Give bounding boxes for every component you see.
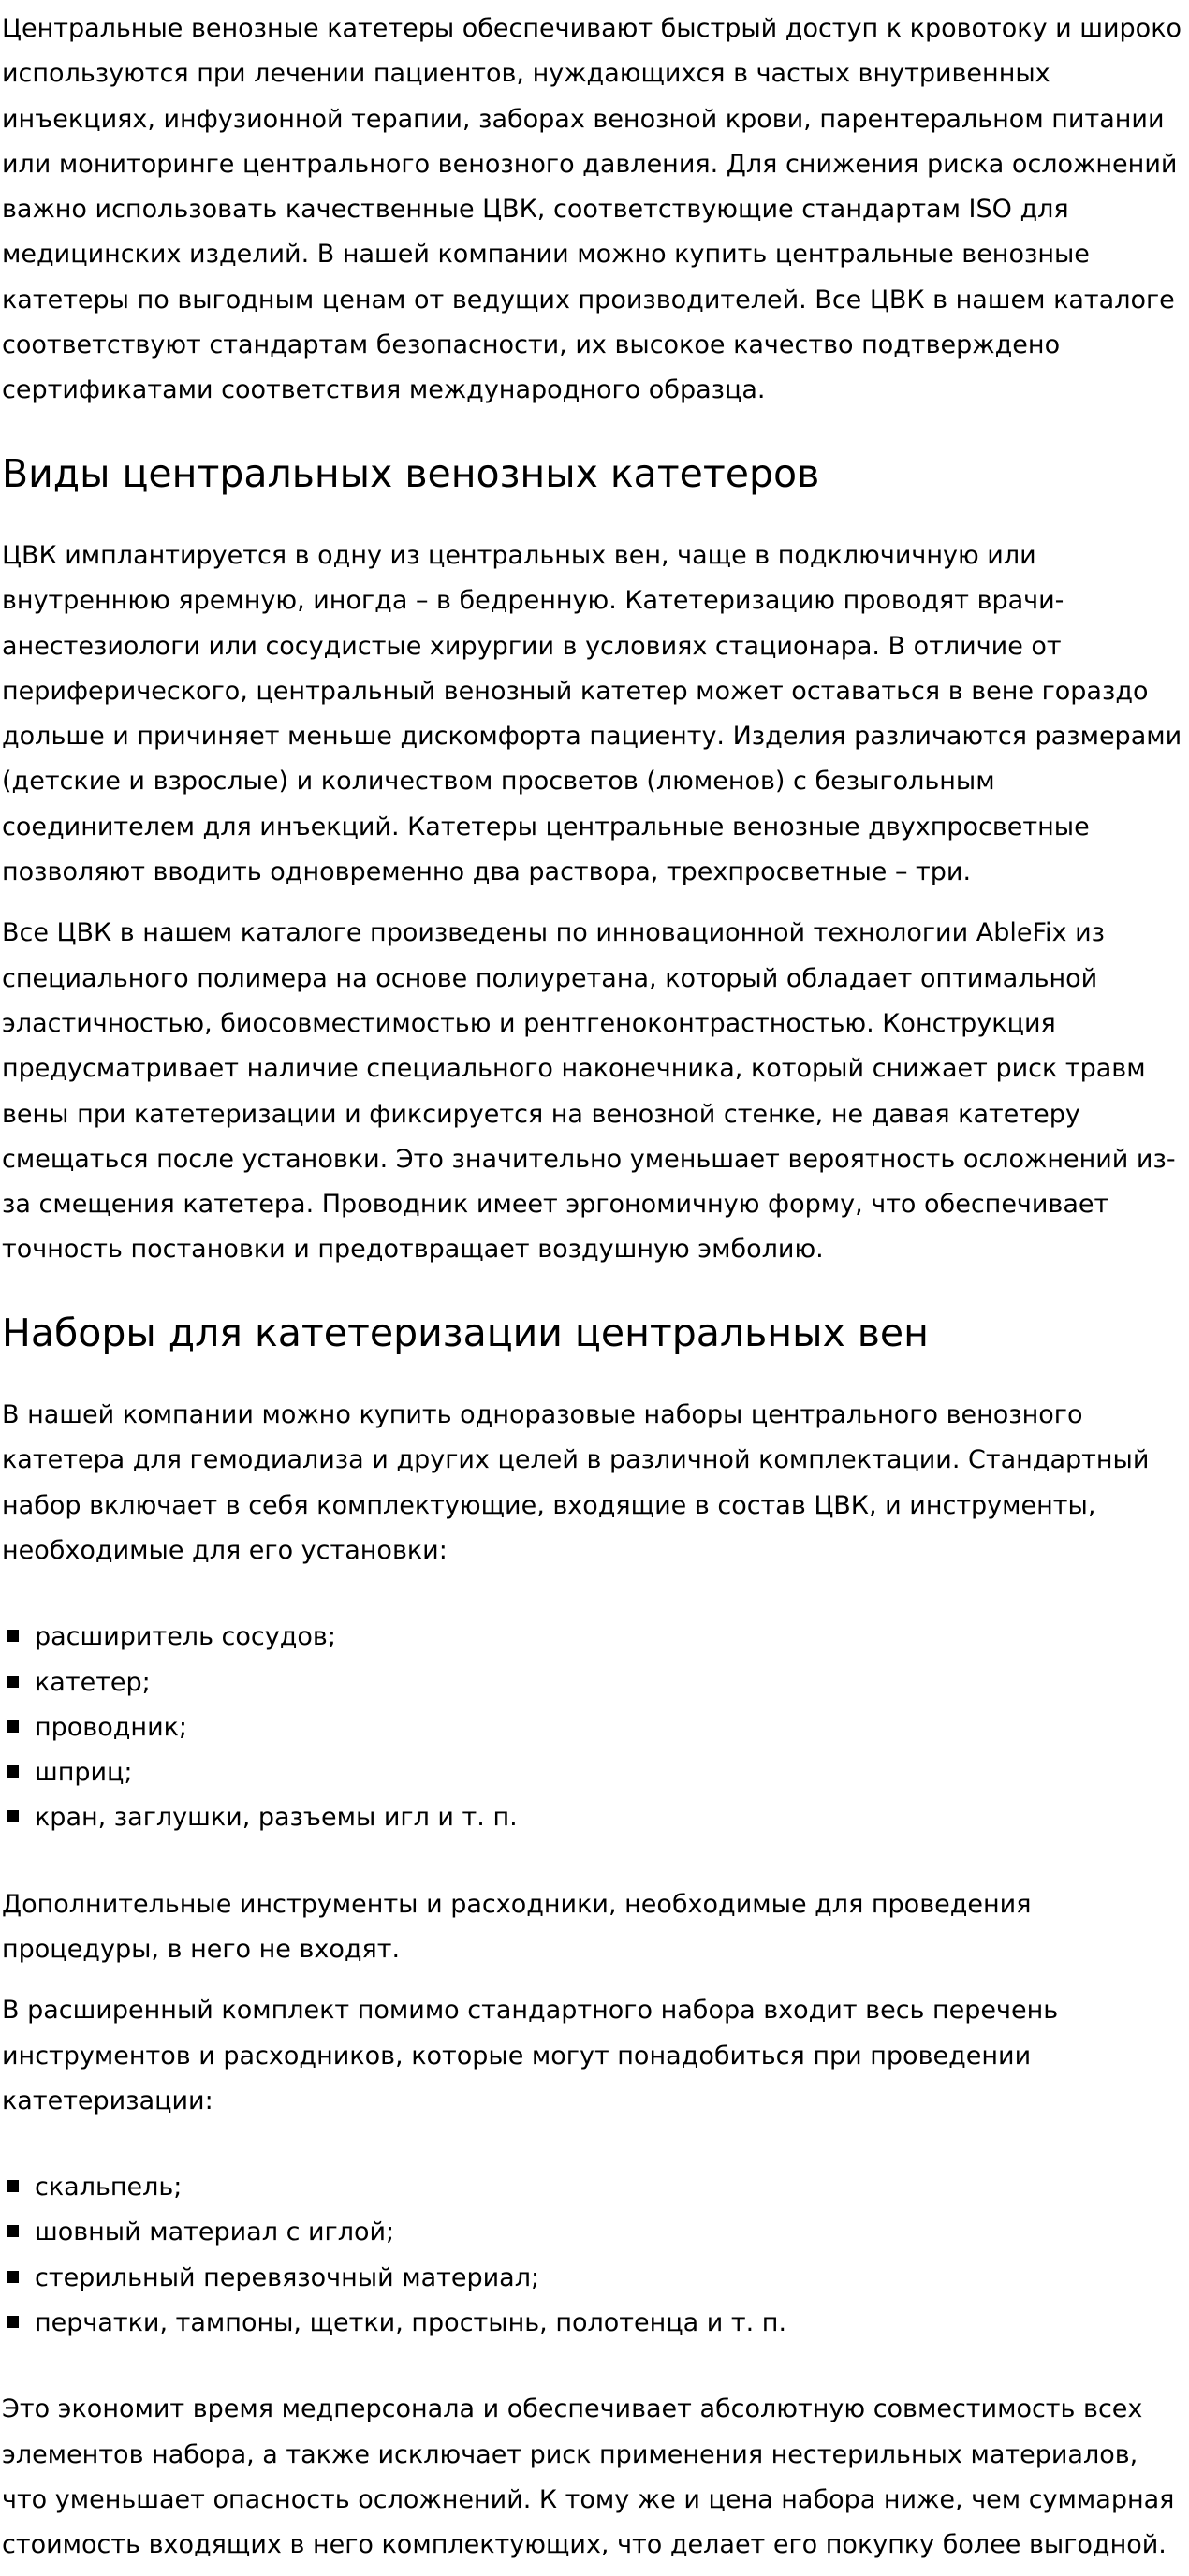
square-bullet-icon (7, 1810, 19, 1822)
list-item (2, 1750, 1187, 1795)
paragraph-implantation: ЦВК имплантируется в одну из центральных вен, чаще в подключичную или внутреннюю яремную, иногда – в бедренную. Катетеризацию проводят врачи-анестезиологи или сосудистые хирургии в условиях стационара. В отличие от периферического, центральный венозный катетер может оставаться в вене гораздо дольше и причиняет меньше дискомфорта пациенту. Изделия различаются размерами (детские и взрослые) и количеством просветов (люменов) с безыгольным соединителем для инъекций. Катетеры центральные венозные двухпросветные позволяют вводить одновременно два раствора, трехпросветные – три. (2, 540, 1182, 887)
square-bullet-icon (7, 1720, 19, 1733)
paragraph-benefits: Это экономит время медперсонала и обеспечивает абсолютную совместимость всех элементов набора, а также исключает риск применения нестерильных материалов, что уменьшает опасность осложнений. К тому же и цена набора ниже, чем суммарная стоимость входящих в него комплектующих, что делает его покупку более выгодной. (2, 2394, 1175, 2560)
standard-kit-list (2, 1615, 1187, 1840)
paragraph-standard-kit: В нашей компании можно купить одноразовые наборы центрального венозного катетера для гемодиализа и других целей в различной комплектации. Стандартный набор включает в себя комплектующие, входящие в состав ЦВК, и инструменты, необходимые для его установки: (2, 1400, 1150, 1565)
list-item (2, 1795, 1187, 1840)
list-item-text: скальпель; (35, 2173, 183, 2203)
list-item-text: шовный материал с иглой; (35, 2217, 395, 2247)
square-bullet-icon (7, 2225, 19, 2237)
list-item (2, 1615, 1187, 1660)
list-item-text: проводник; (35, 1712, 188, 1742)
list-item (2, 2165, 1187, 2210)
list-item-text: расширитель сосудов; (35, 1622, 336, 1652)
list-item (2, 1705, 1187, 1750)
list-item-text: кран, заглушки, разъемы игл и т. п. (35, 1803, 518, 1833)
square-bullet-icon (7, 1765, 19, 1778)
heading-catheter-types: Виды центральных венозных катетеров (2, 450, 820, 496)
square-bullet-icon (7, 2180, 19, 2192)
paragraph-intro: Центральные венозные катетеры обеспечивают быстрый доступ к кровотоку и широко используются при лечении пациентов, нуждающихся в частых внутривенных инъекциях, инфузионной терапии, заборах венозной крови, парентеральном питании или мониторинге центрального венозного давления. Для снижения риска осложнений важно использовать качественные ЦВК, соответствующие стандартам ISO для медицинских изделий. В нашей компании можно купить центральные венозные катетеры по выгодным ценам от ведущих производителей. Все ЦВК в нашем каталоге соответствуют стандартам безопасности, их высокое качество подтверждено сертификатами соответствия международного образца. (2, 14, 1182, 405)
list-item (2, 2301, 1187, 2346)
list-item-text: перчатки, тампоны, щетки, простынь, полотенца и т. п. (35, 2308, 787, 2338)
extended-kit-list (2, 2165, 1187, 2346)
paragraph-extended-kit: В расширенный комплект помимо стандартного набора входит весь перечень инструментов и расходников, которые могут понадобиться при проведении катетеризации: (2, 1996, 1059, 2115)
list-item-text: шприц; (35, 1758, 133, 1788)
list-item (2, 2210, 1187, 2255)
list-item-text: стерильный перевязочный материал; (35, 2262, 540, 2292)
heading-catheterization-kits: Наборы для катетеризации центральных вен (2, 1310, 929, 1355)
list-item-text: катетер; (35, 1667, 151, 1697)
square-bullet-icon (7, 2271, 19, 2283)
paragraph-technology: Все ЦВК в нашем каталоге произведены по инновационной технологии AbleFix из специального полимера на основе полиуретана, который обладает оптимальной эластичностью, биосовместимостью и рентгеноконтрастностью. Конструкция предусматривает наличие специального наконечника, который снижает риск травм вены при катетеризации и фиксируется на венозной стенке, не давая катетеру смещаться после установки. Это значительно уменьшает вероятность осложнений из-за смещения катетера. Проводник имеет эргономичную форму, что обеспечивает точность постановки и предотвращает воздушную эмболию. (2, 918, 1176, 1265)
paragraph-not-included: Дополнительные инструменты и расходники, необходимые для проведения процедуры, в него не входят. (2, 1889, 1032, 1964)
square-bullet-icon (7, 1630, 19, 1642)
list-item (2, 1661, 1187, 1705)
square-bullet-icon (7, 2316, 19, 2328)
square-bullet-icon (7, 1676, 19, 1688)
list-item (2, 2256, 1187, 2301)
